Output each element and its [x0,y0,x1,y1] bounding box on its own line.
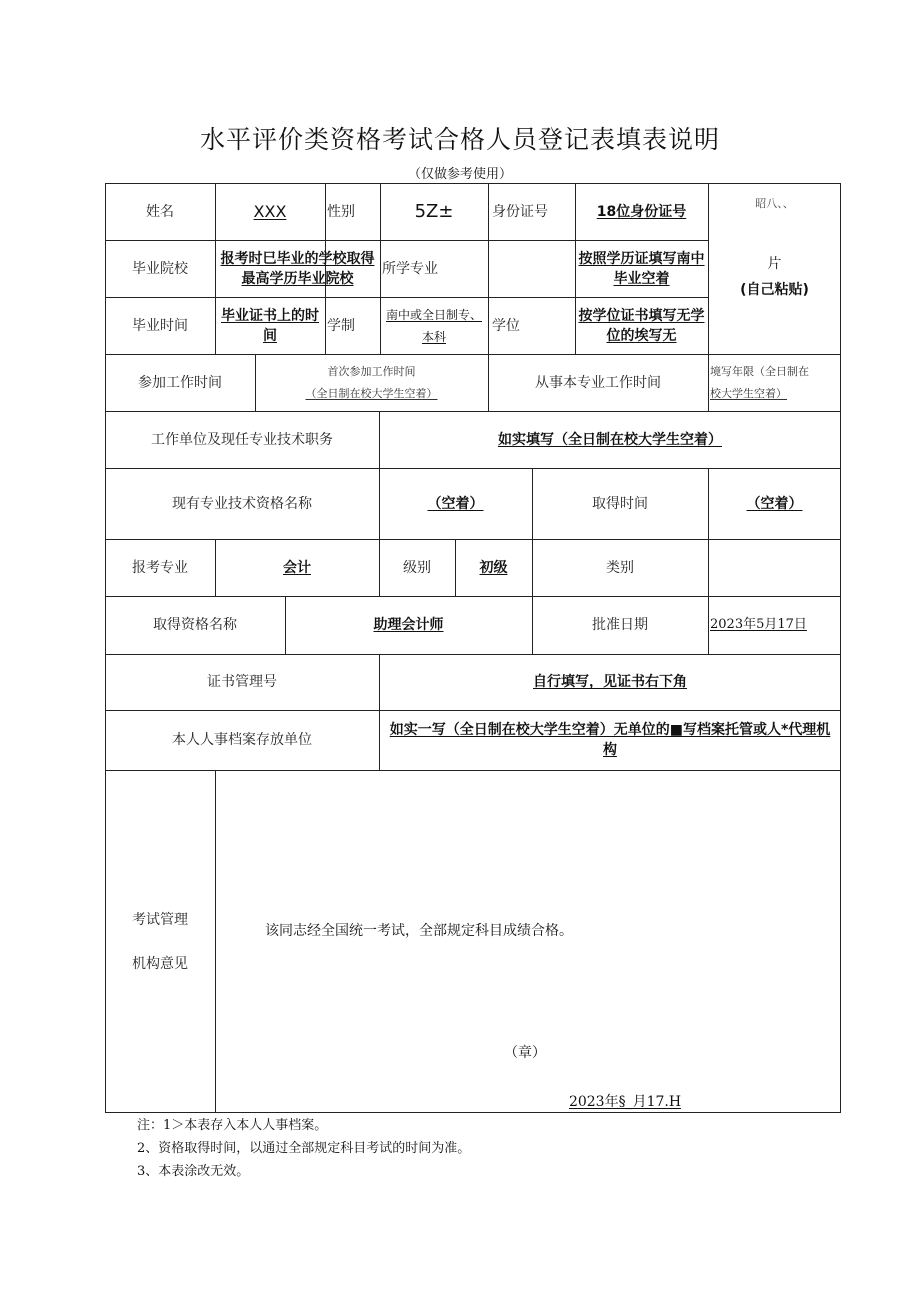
name-value[interactable]: XXX [253,201,287,221]
photo-instruction: (自己粘贴) [740,282,809,298]
qualification-time-label: 取得时间 [592,495,648,512]
category-label: 类别 [606,559,634,576]
notes-section [137,1114,470,1183]
photo-placeholder-line2: 片 [767,256,782,272]
id-number-value[interactable]: 18位身份证号 [596,203,687,220]
work-years-value[interactable] [708,354,841,411]
exam-major-label: 报考专业 [132,559,188,576]
archive-location-value[interactable]: 如实一写（全日制在校大学生空着）无单位的■写档案托管或人*代理机构 [389,722,831,758]
education-system-label: 学制 [327,317,355,334]
seal-placeholder: （章） [504,1045,546,1061]
sign-date[interactable]: 2023年§_月17.H [568,1094,682,1110]
employer-value[interactable]: 如实填写（全日制在校大学生空着） [498,431,722,448]
graduation-time-value[interactable]: 毕业证书上的时间 [221,307,319,344]
major-label: 所学专业 [382,260,438,277]
registration-form-table [105,183,841,1113]
form-subtitle: （仅做参考使用） [407,167,512,182]
exam-major-value[interactable]: 会计 [283,559,311,576]
work-start-value[interactable] [255,354,488,411]
work-start-value-line2: （全日制在校大学生空着） [305,386,438,400]
obtained-qualification-label: 取得资格名称 [153,617,237,633]
current-qualification-value[interactable]: （空着） [427,495,484,512]
opinion-text: 该同志经全国统一考试，全部规定科目成绩合格。 [265,923,573,939]
note-item: 注：1＞本表存入本人人事档案。 [137,1118,328,1133]
education-system-value[interactable]: 南中或全日制专、本科 [385,307,482,344]
certificate-number-value[interactable]: 自行填写，见证书右下角 [533,674,687,690]
work-start-label: 参加工作时间 [138,374,222,391]
gender-value[interactable]: 5Z± [414,200,454,222]
id-number-label: 身份证号 [492,203,548,220]
grid-line [215,770,216,1113]
obtained-qualification-value[interactable]: 助理会计师 [373,617,444,633]
current-qualification-label: 现有专业技术资格名称 [172,495,312,512]
gender-label: 性别 [327,203,355,220]
work-years-value-line1: 境写年限（全日制在 [710,364,809,378]
work-years-label: 从事本专业工作时间 [535,374,661,391]
approval-date-value[interactable]: 2023年5月17日 [710,617,807,632]
graduation-time-label: 毕业时间 [132,317,188,334]
level-value[interactable]: 初级 [479,559,508,576]
approval-date-label: 批准日期 [592,617,648,633]
exam-authority-opinion-label [105,770,215,1113]
note-item: 2、资格取得时间，以通过全部规定科目考试的时间为准。 [137,1141,471,1156]
category-value[interactable] [708,539,841,596]
level-label: 级别 [403,559,431,576]
archive-location-label: 本人人事档案存放单位 [172,732,312,748]
school-value[interactable]: 报考时巳毕业的学校取得最高学历毕业院校 [220,250,375,287]
form-title: 水平评价类资格考试合格人员登记表填表说明 [199,125,720,154]
employer-label: 工作单位及现任专业技术职务 [151,431,333,448]
school-label: 毕业院校 [132,260,188,277]
qualification-time-value[interactable]: （空着） [746,495,803,512]
degree-label: 学位 [492,317,520,334]
work-years-value-line2: 校大学生空着） [710,386,787,400]
opinion-label-line2: 机构意见 [132,955,188,972]
degree-value[interactable]: 按学位证书填写无学位的埃写无 [578,307,705,344]
opinion-label-line1: 考试管理 [132,911,188,928]
major-value[interactable]: 按照学历证填写南中毕业空着 [578,250,705,287]
certificate-number-label: 证书管理号 [207,674,277,690]
photo-placeholder-line1: 昭八、、 [755,197,794,210]
name-label: 姓名 [146,203,174,220]
note-item: 3、本表涂改无效。 [137,1164,250,1179]
work-start-value-line1: 首次参加工作时间 [327,364,416,378]
